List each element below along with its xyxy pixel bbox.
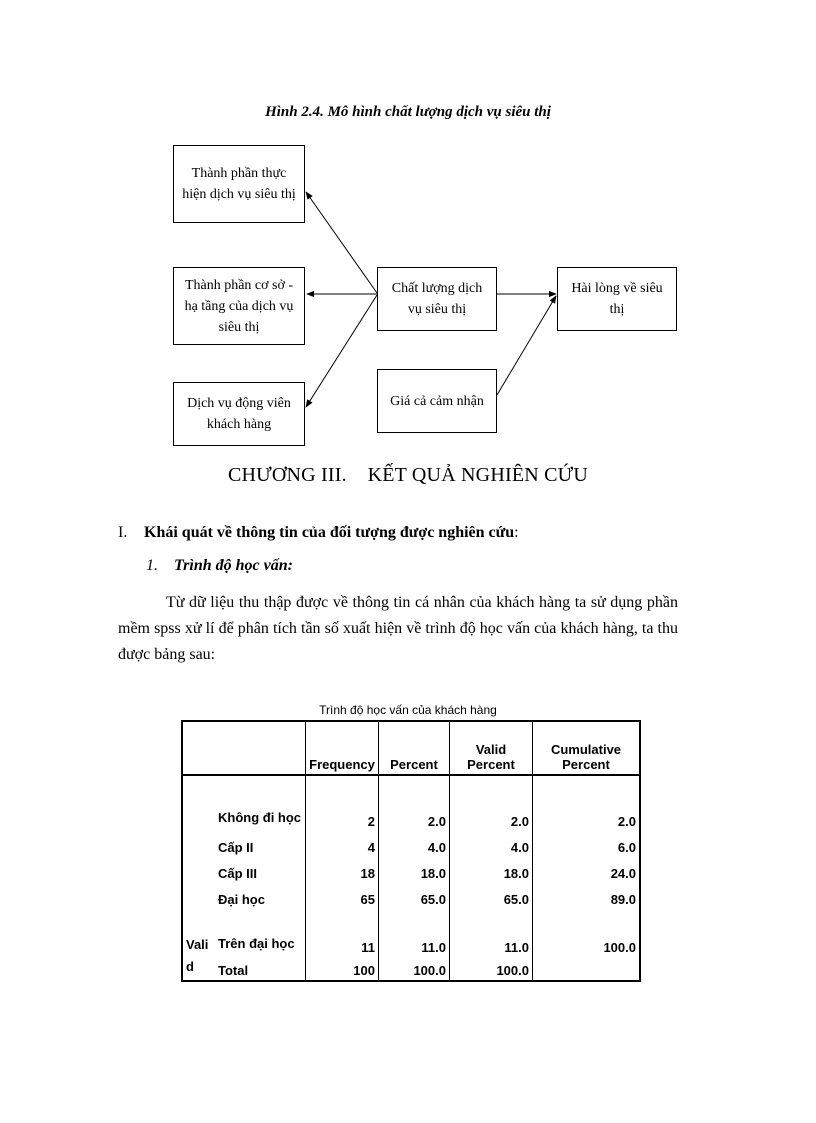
cell-frequency: 100: [306, 957, 379, 981]
box-customer-motivation: Dịch vụ động viên khách hàng: [173, 382, 305, 446]
table-row-total: [182, 957, 640, 981]
table-title: Trình độ học vấn của khách hàng: [319, 703, 497, 717]
cell-percent: 100.0: [379, 957, 450, 981]
cell-cumulative: 2.0: [533, 775, 641, 831]
cell-percent: 65.0: [379, 883, 450, 909]
cell-percent: 2.0: [379, 775, 450, 831]
row-label: Đại học: [218, 892, 265, 907]
cell-frequency: 2: [306, 775, 379, 831]
cell-cumulative: [533, 957, 641, 981]
table-row: [182, 909, 640, 957]
cell-frequency: 65: [306, 883, 379, 909]
cell-frequency: 4: [306, 831, 379, 857]
section-suffix: :: [514, 524, 519, 541]
box-satisfaction: Hài lòng về siêu thị: [557, 267, 677, 331]
row-label: Không đi học: [218, 810, 302, 825]
arrow-from-price: [497, 296, 556, 395]
row-label: Trên đại học: [218, 936, 295, 951]
cell-valid-percent: 2.0: [450, 775, 533, 831]
table-row: [182, 831, 640, 857]
cell-cumulative: 24.0: [533, 857, 641, 883]
section-number: I.: [118, 524, 128, 541]
figure-caption: Hình 2.4. Mô hình chất lượng dịch vụ siêu thị: [265, 104, 551, 120]
box-perceived-price: Giá cả cảm nhận: [377, 369, 497, 433]
cell-valid-percent: 65.0: [450, 883, 533, 909]
education-frequency-table: [181, 720, 641, 982]
group-label-valid: Valid: [186, 937, 209, 974]
cell-valid-percent: 18.0: [450, 857, 533, 883]
box-infrastructure: Thành phần cơ sở - hạ tầng của dịch vụ siêu thị: [173, 267, 305, 345]
header-cumulative-percent: Cumulative Percent: [533, 721, 641, 775]
cell-valid-percent: 100.0: [450, 957, 533, 981]
cell-cumulative: 6.0: [533, 831, 641, 857]
table-row: [182, 883, 640, 909]
body-paragraph: Từ dữ liệu thu thập được về thông tin cá nhân của khách hàng ta sử dụng phần mềm spss xử lí để phân tích tần số xuất hiện về trình độ học vấn của khách hàng, ta thu được bảng sau:: [118, 594, 678, 663]
header-percent: Percent: [379, 721, 450, 775]
section-heading: [118, 524, 519, 542]
cell-cumulative: 100.0: [533, 909, 641, 957]
cell-cumulative: 89.0: [533, 883, 641, 909]
cell-percent: 4.0: [379, 831, 450, 857]
cell-valid-percent: 11.0: [450, 909, 533, 957]
row-label: Total: [218, 963, 249, 978]
header-frequency: Frequency: [306, 721, 379, 775]
subsection-number: 1.: [146, 557, 158, 574]
header-valid-percent: Valid Percent: [450, 721, 533, 775]
subsection-heading: [146, 557, 293, 575]
row-label: Cấp III: [218, 866, 258, 881]
table-header-row: [182, 721, 640, 775]
arrow-to-left1: [306, 192, 377, 293]
cell-frequency: 18: [306, 857, 379, 883]
row-label: Cấp II: [218, 840, 254, 855]
box-service-execution: Thành phần thực hiện dịch vụ siêu thị: [173, 145, 305, 223]
box-service-quality: Chất lượng dịch vụ siêu thị: [377, 267, 497, 331]
table-row: [182, 775, 640, 831]
section-title: Khái quát về thông tin của đối tượng được nghiên cứu: [144, 524, 515, 541]
subsection-title: Trình độ học vấn:: [174, 557, 293, 574]
cell-frequency: 11: [306, 909, 379, 957]
cell-percent: 18.0: [379, 857, 450, 883]
table-row: [182, 857, 640, 883]
chapter-title: CHƯƠNG III. KẾT QUẢ NGHIÊN CỨU: [227, 464, 588, 486]
cell-percent: 11.0: [379, 909, 450, 957]
cell-valid-percent: 4.0: [450, 831, 533, 857]
arrow-to-left3: [306, 295, 377, 407]
